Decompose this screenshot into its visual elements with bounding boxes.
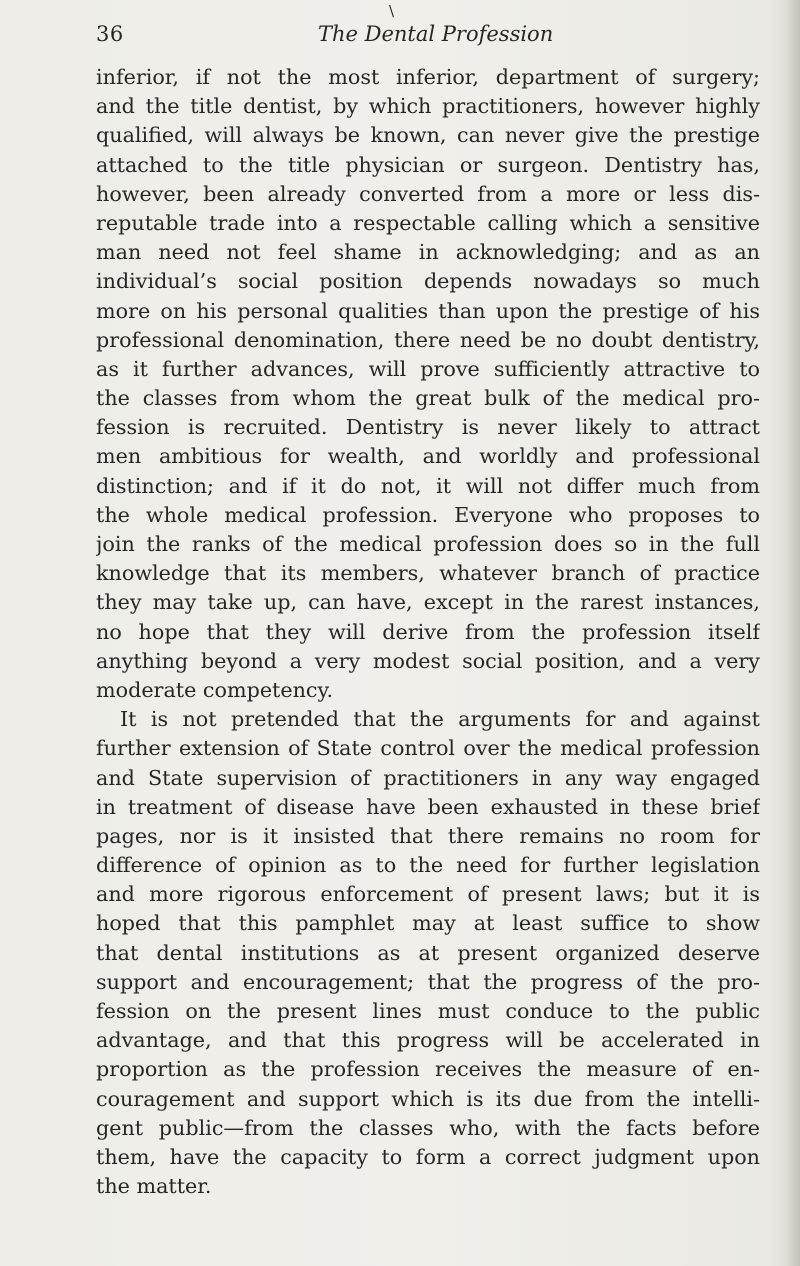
- text-line: It is not pretended that the arguments for and against: [120, 707, 760, 732]
- paragraph-2: [96, 705, 760, 1201]
- page-number: 36: [96, 22, 124, 46]
- text-line: anything beyond a very modest social position, and a very: [96, 648, 760, 673]
- text-line: advantage, and that this progress will be accelerated in: [96, 1028, 760, 1053]
- text-line: and State supervision of practitioners in any way engaged: [96, 765, 760, 790]
- text-line: the whole medical profession. Everyone who proposes to: [96, 502, 760, 527]
- text-line: that dental institutions as at present organized deserve: [96, 940, 760, 965]
- text-line: the classes from whom the great bulk of the medical pro-: [96, 386, 760, 411]
- running-title: The Dental Profession: [318, 22, 554, 46]
- text-line: man need not feel shame in acknowledging; and as an: [96, 240, 760, 265]
- text-line: and more rigorous enforcement of present laws; but it is: [96, 882, 760, 907]
- text-line: pages, nor is it insisted that there remains no room for: [96, 823, 760, 848]
- text-line: moderate competency.: [96, 677, 334, 702]
- paragraph-1: [96, 63, 760, 705]
- text-line: as it further advances, will prove sufficiently attractive to: [96, 356, 760, 381]
- text-line: professional denomination, there need be no doubt dentistry,: [96, 327, 760, 352]
- text-line: further extension of State control over the medical profession: [96, 736, 760, 761]
- text-line: difference of opinion as to the need for further legislation: [96, 853, 760, 878]
- text-line: join the ranks of the medical profession does so in the full: [96, 532, 760, 556]
- text-line: qualified, will always be known, can never give the prestige: [96, 123, 760, 148]
- page-edge-shadow: [786, 0, 800, 1266]
- text-line: men ambitious for wealth, and worldly and professional: [96, 444, 760, 469]
- text-line: proportion as the profession receives the measure of en-: [96, 1057, 760, 1082]
- text-line: gent public—from the classes who, with the facts before: [96, 1115, 760, 1140]
- text-line: fession on the present lines must conduce to the public: [96, 999, 760, 1023]
- text-line: they may take up, can have, except in the rarest instances,: [96, 590, 760, 615]
- text-line: support and encouragement; that the progress of the pro-: [96, 969, 760, 994]
- text-line: hoped that this pamphlet may at least suffice to show: [96, 911, 760, 936]
- text-line: knowledge that its members, whatever branch of practice: [96, 561, 760, 586]
- text-line: individual’s social position depends nowadays so much: [96, 269, 760, 294]
- text-line: no hope that they will derive from the profession itself: [96, 619, 760, 644]
- text-line: distinction; and if it do not, it will not differ much from: [96, 473, 760, 498]
- text-line: fession is recruited. Dentistry is never likely to attract: [96, 415, 760, 440]
- text-line: the matter.: [96, 1174, 212, 1199]
- page-header: [96, 2, 756, 46]
- text-line: however, been already converted from a more or less dis-: [96, 181, 760, 206]
- text-line: more on his personal qualities than upon the prestige of his: [96, 298, 760, 323]
- header-mark: \: [389, 2, 395, 20]
- text-line: couragement and support which is its due from the intelli-: [96, 1086, 760, 1111]
- text-line: reputable trade into a respectable calling which a sensitive: [96, 210, 760, 235]
- text-line: them, have the capacity to form a correct judgment upon: [96, 1144, 760, 1169]
- text-line: inferior, if not the most inferior, department of surgery;: [96, 65, 760, 89]
- text-line: and the title dentist, by which practitioners, however highly: [96, 94, 760, 119]
- body-text: [96, 63, 760, 1201]
- text-line: attached to the title physician or surgeon. Dentistry has,: [96, 152, 760, 177]
- text-line: in treatment of disease have been exhausted in these brief: [96, 794, 760, 819]
